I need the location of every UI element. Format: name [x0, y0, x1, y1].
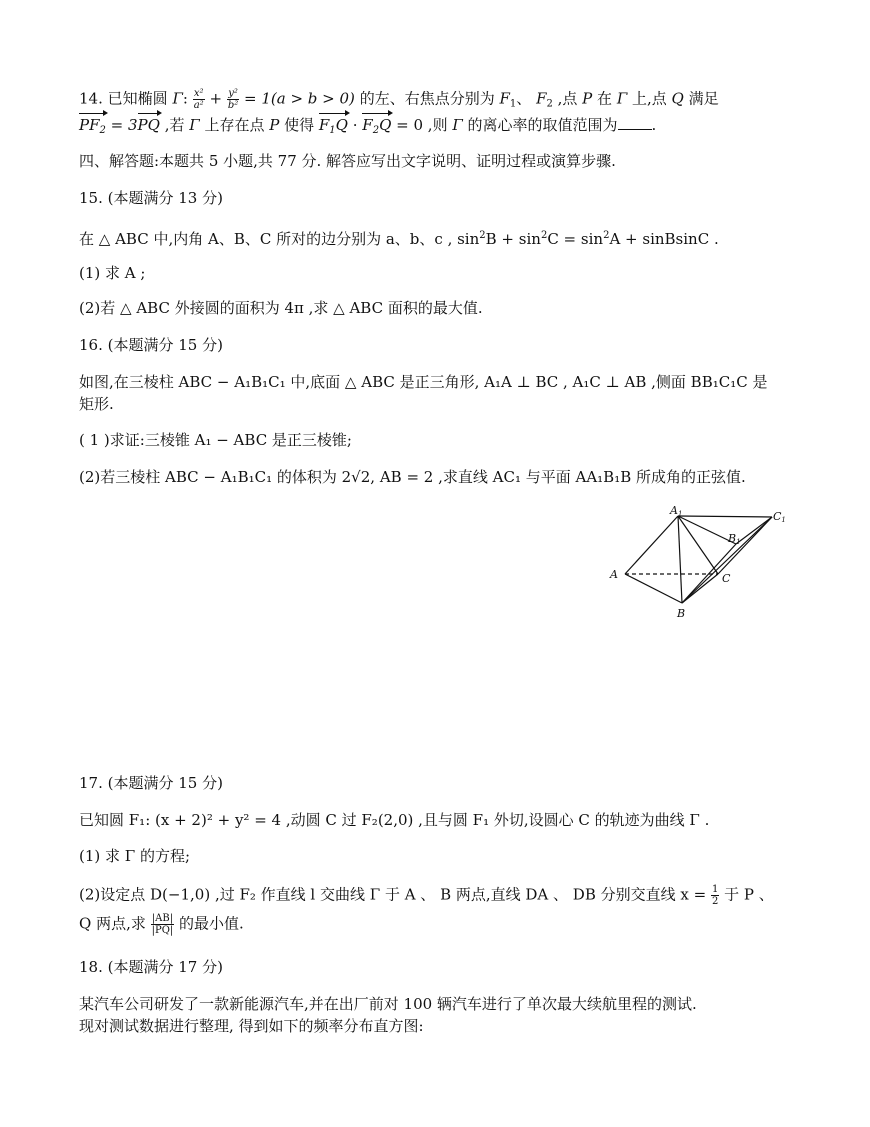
- q14-text-f: 满足: [683, 89, 719, 108]
- label-b1-sub: 1: [736, 538, 741, 546]
- q14-x2: x²: [193, 88, 204, 99]
- q17-ratio-num: |AB|: [151, 913, 174, 924]
- q17-stem: 已知圆 F₁: (x + 2)² + y² = 4 ,动圆 C 过 F₂(2,0) ,且与圆 F₁ 外切,设圆心 C 的轨迹为曲线 Γ .: [79, 811, 710, 829]
- q14-gamma-3: Γ: [189, 116, 200, 134]
- q14-text-b: 的左、右焦点分别为: [354, 89, 500, 108]
- q14-sep: 、: [516, 89, 532, 108]
- q14-vec-f2q-f: F: [362, 116, 373, 134]
- q18-title: 18. (本题满分 17 分): [79, 958, 223, 976]
- q15-stem-c: C = sin: [547, 230, 604, 248]
- edge-a1-c1: [678, 516, 772, 517]
- q14-a2: a²: [193, 100, 204, 111]
- q17-half-num: 1: [711, 884, 719, 895]
- q14-q: Q: [671, 89, 684, 108]
- q14-vec-pf2: [79, 115, 106, 141]
- q17-p2a: (2)设定点 D(−1,0) ,过 F₂ 作直线 l 交曲线 Γ 于 A 、 B 两点,直线 DA 、 DB 分别交直线 x =: [79, 885, 711, 904]
- label-a1: [669, 504, 682, 518]
- q17-ratio: [151, 913, 175, 936]
- label-c1-sub: 1: [781, 516, 786, 524]
- q15-sq2: 2: [540, 230, 548, 241]
- q14-f1-sub: 1: [509, 98, 517, 110]
- q17-p2c: Q 两点,求: [79, 914, 151, 933]
- q14-line2: [79, 115, 656, 141]
- q14-eq2: = 3: [105, 116, 138, 134]
- label-c1-main: C: [773, 510, 782, 523]
- q14-vec-pf2-text: PF: [79, 116, 100, 134]
- label-a: A: [610, 568, 618, 581]
- q14-text-k: 的离心率的取值范围为: [462, 116, 618, 134]
- q16-stem-line2: 矩形.: [79, 395, 114, 413]
- q14-f2-sub: 2: [546, 98, 553, 110]
- q14-text-e: 上,点: [627, 89, 672, 108]
- q14-eq: = 1(a > b > 0): [244, 89, 355, 108]
- q15-stem-a: 在 △ ABC 中,内角 A、B、C 所对的边分别为 a、b、c , sin: [79, 230, 480, 248]
- q14-frac-y: [227, 88, 239, 111]
- q18-stem-line1: 某汽车公司研发了一款新能源汽车,并在出厂前对 100 辆汽车进行了单次最大续航里程的测试.: [79, 995, 697, 1013]
- q14-vec-f1q: [319, 115, 348, 141]
- q14-text-h: 上存在点: [199, 116, 270, 134]
- q14-plus: +: [209, 89, 223, 108]
- q14-text-i: 使得: [279, 116, 319, 134]
- q14-vec-f1q-f: F: [318, 116, 330, 134]
- q15-sq3: 2: [603, 230, 610, 241]
- q14-p-2: P: [269, 116, 280, 134]
- q17-part2-line1: [79, 884, 774, 907]
- q14-vec-f1q-q: Q: [335, 116, 348, 134]
- q14-vec-pq: [138, 115, 160, 135]
- q17-p2d: 的最小值.: [174, 914, 244, 933]
- q17-part2-line2: [79, 913, 244, 936]
- q14-vec-pq-text: PQ: [137, 116, 160, 134]
- q14-answer-blank[interactable]: [618, 129, 652, 130]
- prism-figure: [600, 500, 800, 625]
- q14-colon: :: [182, 89, 188, 108]
- q14-vec-f1q-sub: 1: [329, 125, 336, 136]
- edge-a-b: [625, 574, 682, 603]
- label-c: C: [722, 572, 731, 585]
- edge-a1-b: [678, 516, 682, 603]
- q17-half-den: 2: [711, 896, 719, 907]
- label-c1: [773, 510, 786, 524]
- q14-vec-f2q-q: Q: [379, 116, 392, 134]
- q16-part2: (2)若三棱柱 ABC − A₁B₁C₁ 的体积为 2√2, AB = 2 ,求直线 AC₁ 与平面 AA₁B₁B 所成角的正弦值.: [79, 468, 746, 486]
- q14-number: 14.: [79, 89, 103, 108]
- q17-title: 17. (本题满分 15 分): [79, 774, 223, 792]
- q16-stem-line1: 如图,在三棱柱 ABC − A₁B₁C₁ 中,底面 △ ABC 是正三角形, A₁A ⊥ BC , A₁C ⊥ AB ,侧面 BB₁C₁C 是: [79, 373, 768, 391]
- q14-text-j: = 0 ,则: [391, 116, 453, 134]
- q14-text-c: ,点: [552, 89, 583, 108]
- q18-stem-line2: 现对测试数据进行整理, 得到如下的频率分布直方图:: [79, 1017, 424, 1035]
- q14-text: 已知椭圆: [107, 89, 168, 108]
- q14-line1: [79, 88, 719, 115]
- label-b: B: [677, 607, 686, 620]
- q14-gamma-2: Γ: [616, 89, 628, 108]
- edge-a1-c: [678, 516, 718, 574]
- q15-part2: (2)若 △ ABC 外接圆的面积为 4π ,求 △ ABC 面积的最大值.: [79, 299, 483, 317]
- q15-title: 15. (本题满分 13 分): [79, 189, 223, 207]
- q14-end: .: [651, 116, 657, 134]
- q14-frac-x: [193, 88, 205, 111]
- q16-part1: ( 1 )求证:三棱锥 A₁ − ABC 是正三棱锥;: [79, 431, 352, 449]
- edge-a-a1: [625, 516, 678, 574]
- q14-vec-f2q: [362, 115, 391, 141]
- q14-dot: ·: [347, 116, 363, 134]
- q14-text-d: 在: [592, 89, 617, 108]
- q14-f1: F: [499, 89, 510, 108]
- q14-b2: b²: [227, 100, 239, 111]
- q14-vec-f2q-sub: 2: [372, 125, 380, 136]
- label-b1: [727, 532, 741, 546]
- q15-part1: (1) 求 A ;: [79, 264, 146, 282]
- q14-gamma-4: Γ: [452, 116, 463, 134]
- q14-gamma: Γ: [172, 89, 183, 108]
- q14-y2: y²: [228, 88, 238, 99]
- label-b1-main: B: [728, 532, 737, 545]
- q15-stem: [79, 226, 719, 249]
- q15-stem-d: A + sinBsinC .: [609, 230, 719, 248]
- q14-text-g: ,若: [159, 116, 190, 134]
- label-a1-main: A: [670, 504, 678, 517]
- edge-b-c1: [682, 517, 772, 603]
- q17-p2b: 于 P 、: [719, 885, 774, 904]
- q15-sq1: 2: [479, 230, 486, 241]
- q17-part1: (1) 求 Γ 的方程;: [79, 847, 191, 865]
- section-heading: 四、解答题:本题共 5 小题,共 77 分. 解答应写出文字说明、证明过程或演算步骤.: [79, 152, 616, 170]
- edge-b1-c1: [736, 517, 772, 544]
- q15-stem-b: B + sin: [485, 230, 541, 248]
- q14-f2: F: [536, 89, 547, 108]
- q14-p: P: [582, 89, 593, 108]
- q14-vec-pf2-sub: 2: [99, 125, 106, 136]
- q16-title: 16. (本题满分 15 分): [79, 336, 223, 354]
- label-a1-sub: 1: [677, 510, 683, 518]
- q17-ratio-den: |PQ|: [151, 925, 174, 936]
